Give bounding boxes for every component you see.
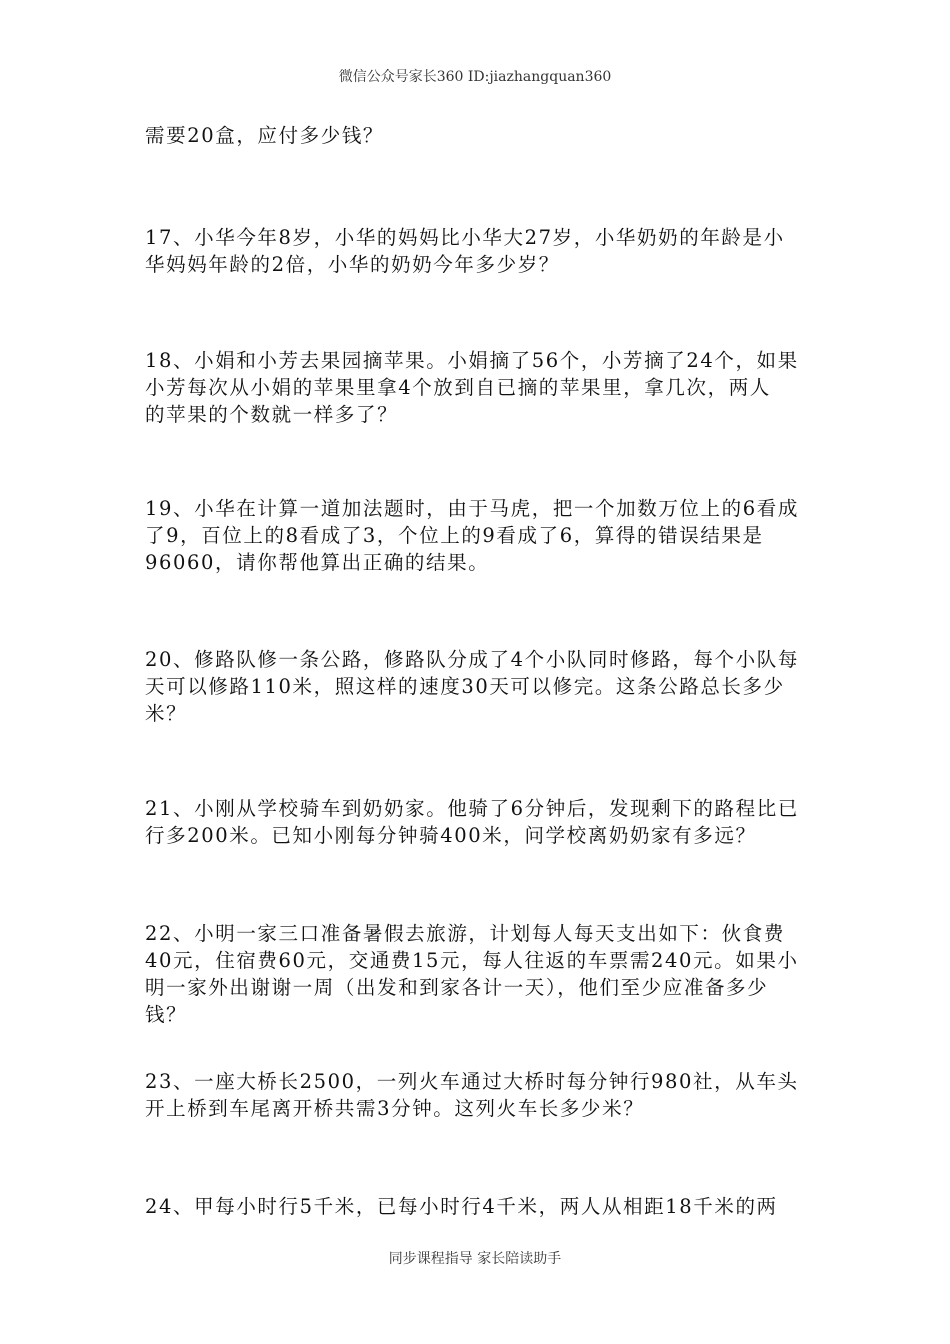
text-line: 明一家外出谢谢一周（出发和到家各计一天），他们至少应准备多少 (145, 976, 769, 999)
text-line: 17、小华今年8岁，小华的妈妈比小华大27岁，小华奶奶的年龄是小 (145, 226, 785, 249)
text-line: 了9，百位上的8看成了3，个位上的9看成了6，算得的错误结果是 (145, 524, 764, 547)
text-line: 20、修路队修一条公路，修路队分成了4个小队同时修路，每个小队每 (145, 648, 799, 671)
problem-23 (145, 1068, 810, 1122)
problem-22 (145, 920, 810, 1028)
problem-19 (145, 495, 810, 576)
problem-17 (145, 224, 810, 278)
text-line: 23、一座大桥长2500，一列火车通过大桥时每分钟行980社，从车头 (145, 1070, 799, 1093)
text-line: 华妈妈年龄的2倍，小华的奶奶今年多少岁？ (145, 253, 560, 276)
text-line: 钱？ (145, 1003, 188, 1026)
problem-20 (145, 646, 810, 727)
page-header: 微信公众号家长360 ID:jiazhangquan360 (338, 69, 612, 85)
text-line: 米？ (145, 702, 188, 725)
page-footer: 同步课程指导 家长陪读助手 (388, 1251, 562, 1267)
text-line: 24、甲每小时行5千米，已每小时行4千米，两人从相距18千米的两 (145, 1195, 778, 1218)
text-line: 需要20盒，应付多少钱？ (145, 124, 385, 147)
text-line: 行多200米。已知小刚每分钟骑400米，问学校离奶奶家有多远？ (145, 824, 757, 847)
problem-24 (145, 1193, 810, 1220)
text-line: 22、小明一家三口准备暑假去旅游，计划每人每天支出如下：伙食费 (145, 922, 785, 945)
text-line: 开上桥到车尾离开桥共需3分钟。这列火车长多少米？ (145, 1097, 645, 1120)
problem-16-continued (145, 122, 810, 149)
text-line: 40元，住宿费60元，交通费15元，每人往返的车票需240元。如果小 (145, 949, 799, 972)
text-line: 小芳每次从小娟的苹果里拿4个放到自已摘的苹果里，拿几次，两人 (145, 376, 771, 399)
problem-18 (145, 347, 810, 428)
text-line: 19、小华在计算一道加法题时，由于马虎，把一个加数万位上的6看成 (145, 497, 799, 520)
problem-21 (145, 795, 810, 849)
text-line: 的苹果的个数就一样多了？ (145, 403, 399, 426)
text-line: 18、小娟和小芳去果园摘苹果。小娟摘了56个，小芳摘了24个，如果 (145, 349, 799, 372)
text-line: 21、小刚从学校骑车到奶奶家。他骑了6分钟后，发现剩下的路程比已 (145, 797, 799, 820)
text-line: 天可以修路110米，照这样的速度30天可以修完。这条公路总长多少 (145, 675, 785, 698)
text-line: 96060，请你帮他算出正确的结果。 (145, 551, 490, 574)
